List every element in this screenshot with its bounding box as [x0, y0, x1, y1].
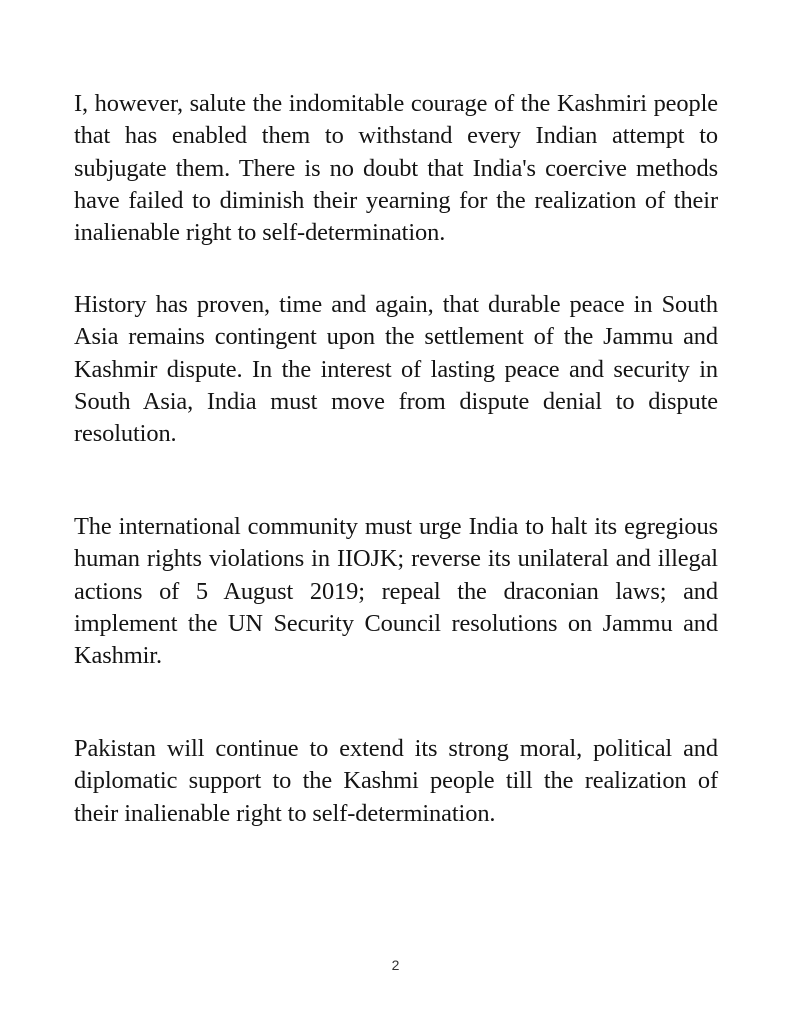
paragraph-pakistan-support: Pakistan will continue to extend its strong moral, political and diplomatic support to the Kashmi people till the realization of their inalienable right to self-determination.: [74, 735, 718, 827]
paragraph-courage: I, however, salute the indomitable courage of the Kashmiri people that has enabled them to withstand every Indian attempt to subjugate them. There is no doubt that India's coercive methods have failed to diminish their yearning for the realization of their inalienable right to self-determination.: [74, 90, 718, 247]
paragraph-history: History has proven, time and again, that durable peace in South Asia remains contingent upon the settlement of the Jammu and Kashmir dispute. In the interest of lasting peace and security in South Asia, India must move from dispute denial to dispute resolution.: [74, 291, 718, 448]
paragraph-international-community: The international community must urge India to halt its egregious human rights violations in IIOJK; reverse its unilateral and illegal actions of 5 August 2019; repeal the draconian laws; and implement the UN Security Council resolutions on Jammu and Kashmir.: [74, 513, 718, 670]
page-number: 2: [391, 957, 400, 973]
